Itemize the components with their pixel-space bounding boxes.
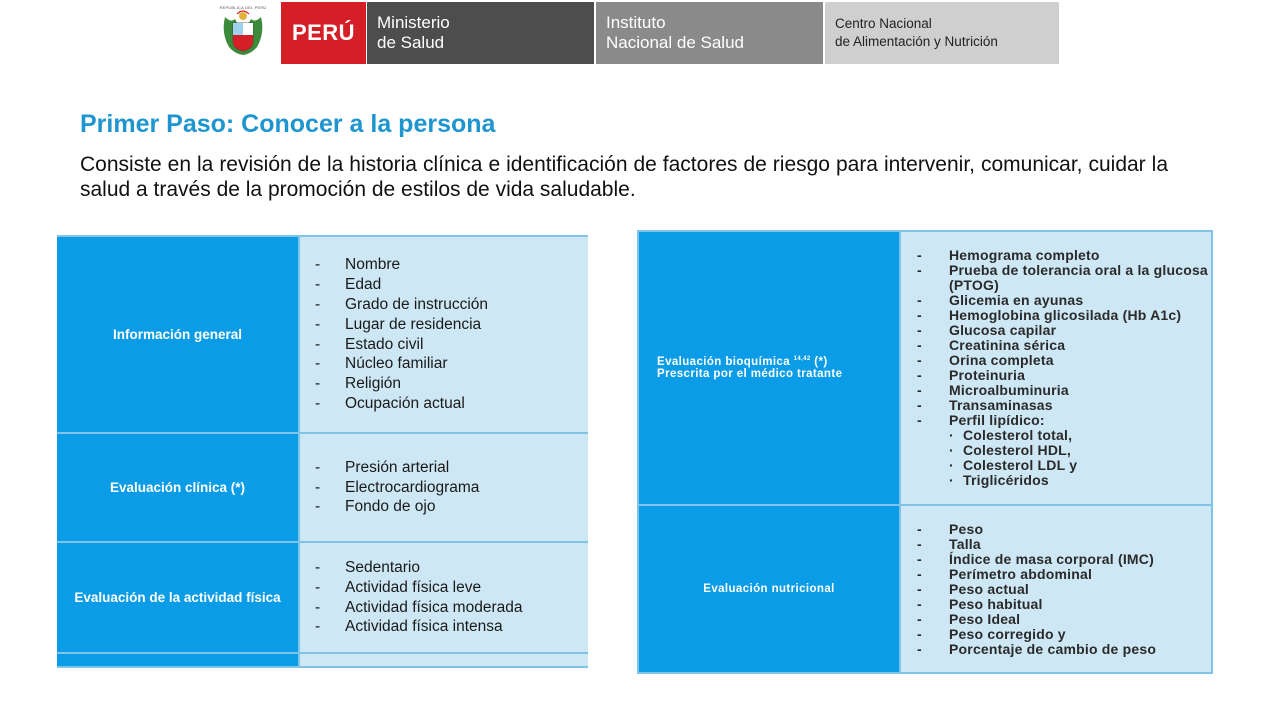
list-item-text: Lugar de residencia [345, 315, 482, 333]
list-item-text: Actividad física intensa [345, 618, 503, 636]
bullet-marker: - [315, 394, 321, 412]
list-item [901, 627, 1211, 642]
row-label-empty [57, 653, 299, 667]
list-item [901, 443, 1211, 458]
bullet-marker: - [917, 610, 922, 627]
list-item-text: Glucosa capilar [949, 322, 1057, 338]
list-item-text: Núcleo familiar [345, 355, 448, 373]
bullet-marker: - [917, 292, 922, 308]
list-item [901, 308, 1211, 323]
row-items-evaluacion-clinica [299, 433, 588, 542]
list-item-text: Peso corregido y [949, 625, 1066, 642]
list-item-text: Perfil lipídico: [949, 412, 1045, 428]
list-item [300, 598, 588, 618]
list-item [901, 582, 1211, 597]
instituto-line-1: Instituto [606, 13, 666, 32]
bullet-marker: · [949, 457, 954, 473]
list-item-text: Grado de instrucción [345, 295, 489, 313]
ministerio-line-1: Ministerio [377, 13, 450, 32]
list-item-text: Ocupación actual [345, 394, 465, 412]
list-item [300, 617, 588, 637]
list-item-text: Prueba de tolerancia oral a la glucosa (PTOG) [949, 262, 1208, 293]
list-item-text: Proteinuria [949, 367, 1026, 383]
list-item [901, 567, 1211, 582]
bullet-marker: - [917, 640, 922, 657]
bio-label-line-1: Evaluación bioquímica $^{14,42}$ (*) [657, 356, 828, 368]
list-item [300, 335, 588, 355]
table-row [638, 231, 1212, 505]
list-item [901, 428, 1211, 443]
list-item-text: Orina completa [949, 352, 1054, 368]
list-item [901, 612, 1211, 627]
bullet-marker: - [315, 558, 321, 576]
bullet-marker: - [917, 247, 922, 263]
bullet-marker: · [949, 427, 954, 443]
list-item-text: Peso Ideal [949, 610, 1021, 627]
centro-line-2: de Alimentación y Nutrición [835, 34, 998, 49]
bio-label-line-2: Prescrita por el médico tratante [657, 368, 843, 380]
instituto-nacional-de-salud [594, 2, 823, 64]
bullet-marker: - [917, 412, 922, 428]
list-item [901, 353, 1211, 368]
list-item-text: Glicemia en ayunas [949, 292, 1084, 308]
list-item-text: Peso habitual [949, 595, 1043, 612]
bullet-marker: - [315, 478, 321, 496]
intro-paragraph: Consiste en la revisión de la historia clínica e identificación de factores de riesgo para intervenir, comunicar, cuidar la salud a través de la promoción de estilos de vida saludable. [80, 153, 1168, 201]
list-item-text: Estado civil [345, 335, 424, 353]
bullet-marker: - [917, 580, 922, 597]
list-item-text: Colesterol LDL y [963, 457, 1078, 473]
list-item-text: Nombre [345, 256, 401, 274]
bullet-marker: · [949, 472, 954, 488]
list-item-text: Presión arterial [345, 458, 450, 476]
bullet-marker: - [315, 618, 321, 636]
instituto-line-2: Nacional de Salud [606, 33, 744, 52]
ministerio-de-salud [366, 2, 594, 64]
list-item [300, 497, 588, 517]
header-banner [205, 2, 1059, 64]
bullet-marker: - [315, 335, 321, 353]
row-label-evaluacion-bioquimica [638, 231, 900, 505]
list-item [300, 478, 588, 498]
list-item-text: Actividad física moderada [345, 598, 523, 616]
list-item [901, 338, 1211, 353]
ministerio-line-2: de Salud [377, 33, 445, 52]
bullet-list [901, 522, 1211, 657]
bullet-marker: - [315, 276, 321, 294]
list-item [901, 413, 1211, 428]
list-item-text: Perímetro abdominal [949, 565, 1093, 582]
list-item [300, 558, 588, 578]
list-item-text: Índice de masa corporal (IMC) [949, 550, 1154, 567]
bullet-marker: - [315, 375, 321, 393]
table-row-cut-off [57, 653, 588, 667]
bullet-marker: - [315, 315, 321, 333]
bullet-marker: - [315, 598, 321, 616]
bullet-marker: - [917, 535, 922, 552]
list-item [300, 275, 588, 295]
peru-brand-box: PERÚ [281, 2, 366, 64]
bullet-marker: - [917, 595, 922, 612]
list-item-text: Creatinina sérica [949, 337, 1066, 353]
bullet-marker: - [917, 625, 922, 642]
list-item [901, 473, 1211, 488]
list-item [300, 255, 588, 275]
list-item-text: Hemograma completo [949, 247, 1100, 263]
bullet-marker: - [917, 520, 922, 537]
list-item [901, 522, 1211, 537]
left-evaluation-table [57, 235, 588, 668]
list-item [901, 552, 1211, 567]
table-row [57, 236, 588, 433]
list-item [901, 323, 1211, 338]
bullet-marker: - [917, 352, 922, 368]
list-item [901, 293, 1211, 308]
row-label-evaluacion-nutricional: Evaluación nutricional [638, 505, 900, 673]
bullet-marker: - [917, 367, 922, 383]
bullet-marker: · [949, 442, 954, 458]
list-item [300, 458, 588, 478]
bullet-list [901, 428, 1211, 488]
row-items-informacion-general [299, 236, 588, 433]
bullet-marker: - [315, 578, 321, 596]
seal-caption: REPÚBLICA DEL PERÚ [219, 5, 267, 10]
list-item-text: Colesterol HDL, [963, 442, 1072, 458]
list-item-text: Talla [949, 535, 981, 552]
table-row [57, 542, 588, 653]
list-item-text: Hemoglobina glicosilada (Hb A1c) [949, 307, 1182, 323]
bullet-marker: - [315, 498, 321, 516]
bullet-marker: - [917, 565, 922, 582]
list-item-text: Religión [345, 375, 402, 393]
table-row [638, 505, 1212, 673]
list-item [901, 458, 1211, 473]
bullet-marker: - [917, 382, 922, 398]
list-item-text: Porcentaje de cambio de peso [949, 640, 1157, 657]
right-evaluation-table [637, 230, 1213, 674]
list-item [901, 537, 1211, 552]
list-item-text: Sedentario [345, 558, 420, 576]
list-item [300, 315, 588, 335]
list-item [300, 374, 588, 394]
list-item [901, 248, 1211, 263]
bullet-marker: - [917, 322, 922, 338]
row-label-informacion-general: Información general [57, 236, 299, 433]
list-item [300, 354, 588, 374]
list-item [901, 398, 1211, 413]
list-item-text: Microalbuminuria [949, 382, 1069, 398]
list-item [300, 578, 588, 598]
list-item [901, 263, 1211, 293]
bullet-list [901, 248, 1211, 428]
peru-coat-of-arms-logo [205, 2, 281, 64]
bullet-list [300, 255, 588, 413]
bullet-marker: - [315, 256, 321, 274]
row-items-evaluacion-bioquimica [900, 231, 1212, 505]
bullet-marker: - [315, 458, 321, 476]
list-item-text: Edad [345, 276, 382, 294]
list-item-text: Actividad física leve [345, 578, 482, 596]
list-item-text: Electrocardiograma [345, 478, 480, 496]
bullet-list [300, 458, 588, 517]
list-item-text: Fondo de ojo [345, 498, 436, 516]
table-row [57, 433, 588, 542]
bullet-marker: - [315, 295, 321, 313]
row-items-evaluacion-nutricional [900, 505, 1212, 673]
list-item [901, 383, 1211, 398]
row-label-actividad-fisica: Evaluación de la actividad física [57, 542, 299, 653]
bullet-marker: - [917, 337, 922, 353]
list-item-text: Triglicéridos [963, 472, 1049, 488]
centro-nacional-alimentacion-nutricion [823, 2, 1059, 64]
list-item-text: Peso actual [949, 580, 1030, 597]
bio-label-superscript: 14,42 [793, 356, 811, 363]
list-item [901, 368, 1211, 383]
list-item [300, 394, 588, 414]
bullet-marker: - [917, 397, 922, 413]
list-item [300, 295, 588, 315]
list-item [901, 597, 1211, 612]
list-item-text: Colesterol total, [963, 427, 1073, 443]
bullet-list [300, 558, 588, 637]
row-label-evaluacion-clinica: Evaluación clínica (*) [57, 433, 299, 542]
coat-of-arms-icon [217, 7, 269, 59]
row-items-empty [299, 653, 588, 667]
slide-title: Primer Paso: Conocer a la persona [80, 110, 496, 138]
list-item [901, 642, 1211, 657]
bullet-marker: - [917, 307, 922, 323]
list-item-text: Transaminasas [949, 397, 1053, 413]
row-items-actividad-fisica [299, 542, 588, 653]
list-item-text: Peso [949, 520, 984, 537]
bullet-marker: - [917, 262, 922, 278]
centro-line-1: Centro Nacional [835, 16, 932, 31]
bullet-marker: - [315, 355, 321, 373]
bullet-marker: - [917, 550, 922, 567]
